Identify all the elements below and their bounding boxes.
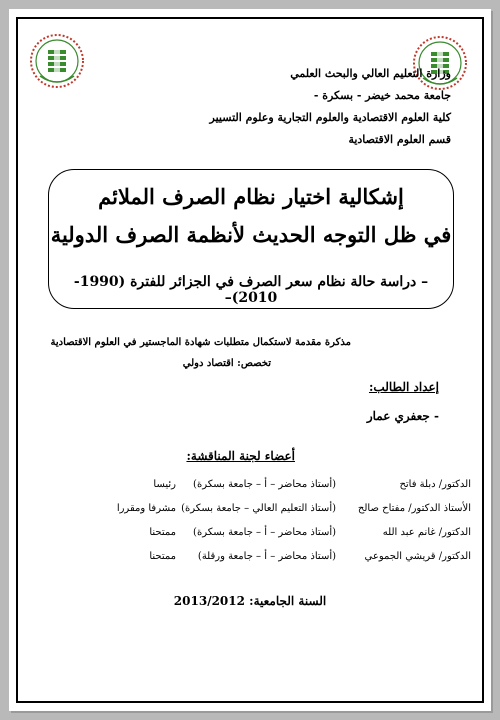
member-role: ممتحنا	[149, 551, 176, 562]
thesis-title-line1: إشكالية اختيار نظام الصرف الملائم	[98, 184, 404, 209]
committee-label: أعضاء لجنة المناقشة:	[186, 449, 295, 463]
committee-row	[81, 551, 471, 567]
member-name: الدكتور/ قريشي الجموعي	[364, 551, 471, 562]
memo-specialty: تخصص: اقتصاد دولي	[182, 358, 271, 369]
member-rank: (أستاذ محاضر – أ – جامعة بسكرة)	[193, 527, 336, 538]
member-role: ممتحنا	[149, 527, 176, 538]
member-name: الدكتور/ دبلة فاتح	[399, 479, 471, 490]
member-role: مشرفا ومقررا	[116, 503, 176, 514]
member-rank: (أستاذ محاضر – أ – جامعة ورقلة)	[197, 551, 336, 562]
student-label: إعداد الطالب:	[368, 380, 439, 394]
member-rank: (أستاذ محاضر – أ – جامعة بسكرة)	[193, 479, 336, 490]
committee-row	[81, 479, 471, 495]
thesis-title-box	[48, 169, 454, 309]
member-rank: (أستاذ التعليم العالي – جامعة بسكرة)	[181, 503, 336, 514]
thesis-subtitle: – دراسة حالة نظام سعر الصرف في الجزائر للفترة (1990-2010)–	[73, 274, 429, 306]
member-name: الأستاذ الدكتور/ مفتاح صالح	[357, 503, 471, 514]
member-role: رئيسا	[153, 479, 176, 490]
student-name: - جعفري عمار	[366, 409, 439, 423]
document-page	[9, 9, 491, 711]
memo-purpose: مذكرة مقدمة لاستكمال متطلبات شهادة الماجستير في العلوم الاقتصادية	[50, 337, 351, 348]
department-name: قسم العلوم الاقتصادية	[348, 133, 451, 146]
committee-row	[81, 527, 471, 543]
academic-year: السنة الجامعية: 2013/2012	[173, 594, 327, 608]
committee-row	[81, 503, 471, 519]
thesis-title-line2: في ظل التوجه الحديث لأنظمة الصرف الدولية	[50, 222, 452, 247]
university-logo-left	[28, 32, 86, 90]
university-logo-right	[411, 34, 469, 92]
member-name: الدكتور/ غانم عبد الله	[382, 527, 471, 538]
faculty-name: كلية العلوم الاقتصادية والعلوم التجارية وعلوم التسيير	[209, 111, 451, 124]
ministry-name: وزارة التعليم العالي والبحث العلمي	[290, 67, 451, 80]
university-name: جامعة محمد خيضر - بسكرة -	[313, 89, 451, 102]
